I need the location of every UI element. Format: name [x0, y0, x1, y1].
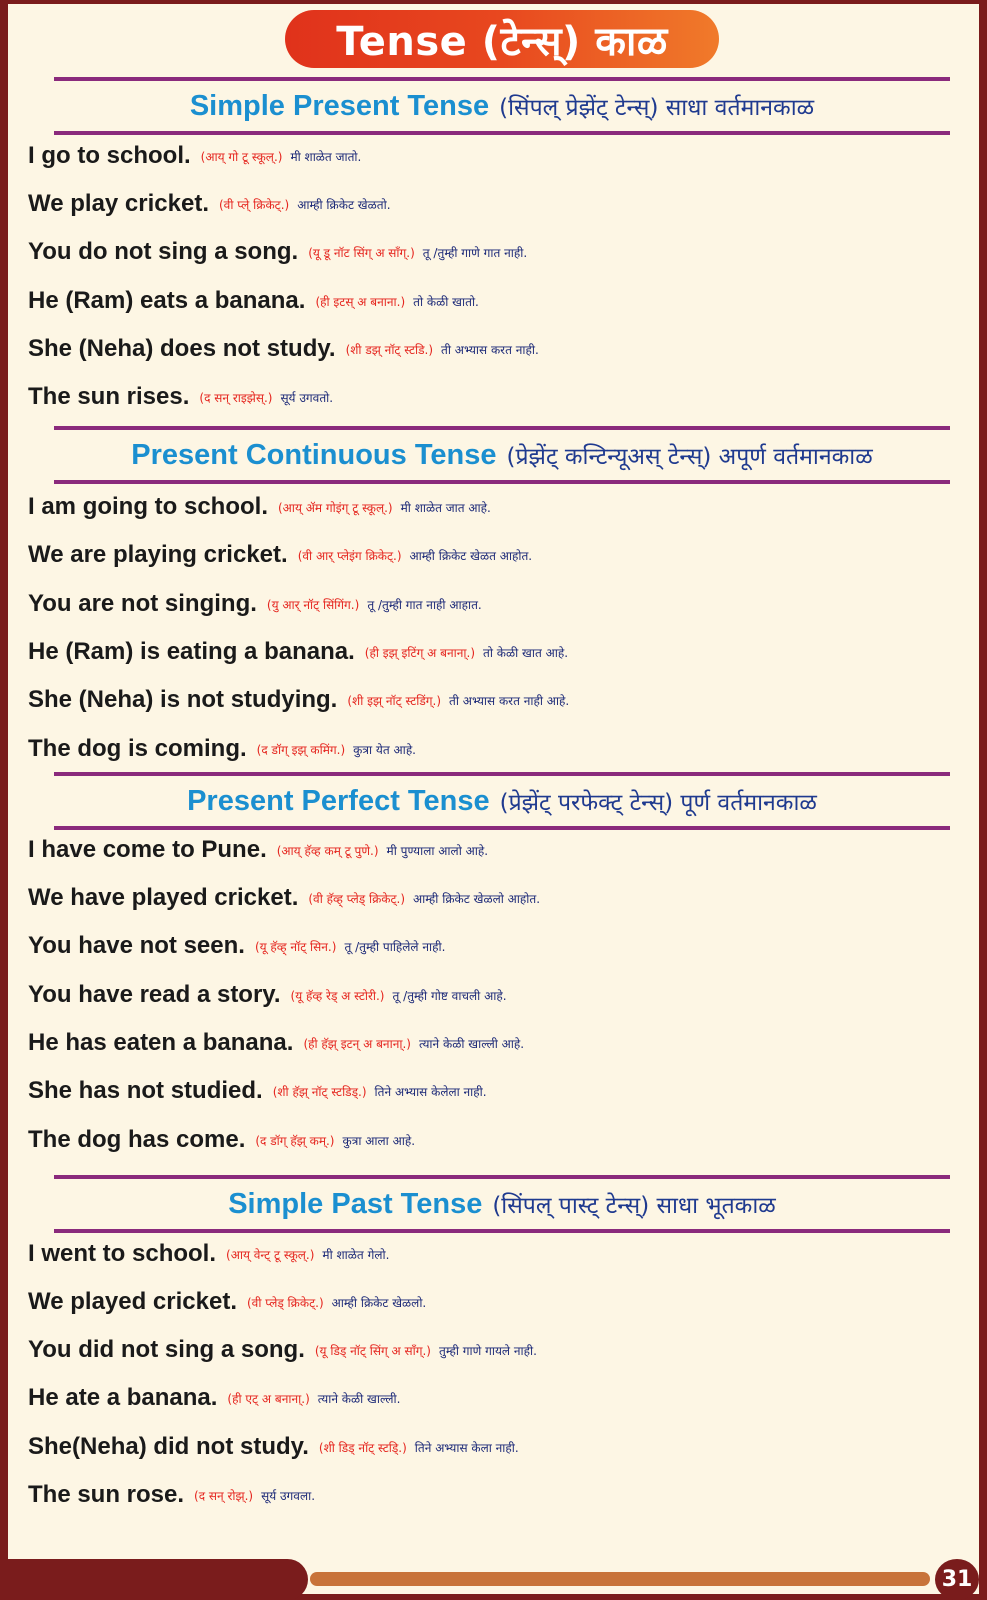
- english-sentence: We have played cricket.: [28, 884, 299, 911]
- marathi-translation: मी पुण्याला आलो आहे.: [386, 843, 489, 858]
- pronunciation: (द डॉग् इझ् कमिंग.): [256, 742, 346, 757]
- sentence-row: [28, 180, 987, 228]
- english-sentence: I am going to school.: [28, 493, 268, 520]
- section-heading-simple-present: [54, 77, 950, 135]
- marathi-translation: तिने अभ्यास केला नाही.: [414, 1440, 519, 1455]
- sentence-row: [28, 874, 987, 922]
- pronunciation: (ही इटस् अ बनाना.): [315, 294, 406, 309]
- pronunciation: (ही एट् अ बनाना्.): [227, 1391, 310, 1406]
- sentence-row: [28, 1326, 987, 1374]
- marathi-translation: सूर्य उगवतो.: [280, 390, 334, 405]
- pronunciation: (द सन् राइझेस्.): [199, 390, 273, 405]
- section-heading-en: Present Perfect Tense: [187, 784, 490, 817]
- sentence-row: [28, 373, 987, 421]
- english-sentence: I have come to Pune.: [28, 836, 267, 863]
- english-sentence: She (Neha) does not study.: [28, 335, 336, 362]
- marathi-translation: ती अभ्यास करत नाही.: [441, 342, 539, 357]
- pronunciation: (आय् ॲम गोइंग् टू स्कूल्.): [278, 500, 393, 515]
- pronunciation: (यू हॅव्ह् नॉट् सिन.): [254, 939, 337, 954]
- english-sentence: We play cricket.: [28, 190, 209, 217]
- english-sentence: He ate a banana.: [28, 1384, 218, 1411]
- sentence-row: [28, 1230, 987, 1278]
- marathi-translation: तू /तुम्ही गोष्ट वाचली आहे.: [392, 988, 507, 1003]
- section-heading-mr: (प्रेझेंट् कन्टिन्यूअस् टेन्स्) अपूर्ण वर्तमानकाळ: [506, 444, 873, 470]
- pronunciation: (वी प्लेड् क्रिकेट्.): [247, 1295, 324, 1310]
- sentence-row: [28, 228, 987, 276]
- sentence-row: [28, 531, 987, 579]
- pronunciation: (शी डिड् नॉट् स्टडि्.): [318, 1440, 407, 1455]
- english-sentence: I go to school.: [28, 142, 191, 169]
- sentence-row: [28, 628, 987, 676]
- english-sentence: You are not singing.: [28, 590, 257, 617]
- pronunciation: (ही इझ् इटिंग् अ बनाना्.): [364, 645, 476, 660]
- section-heading-en: Present Continuous Tense: [131, 438, 497, 471]
- pronunciation: (शी हॅझ् नॉट् स्टडिड्.): [272, 1084, 367, 1099]
- english-sentence: You do not sing a song.: [28, 238, 299, 265]
- marathi-translation: कुत्रा आला आहे.: [342, 1133, 416, 1148]
- sentence-row: [28, 325, 987, 373]
- marathi-translation: मी शाळेत गेलो.: [322, 1247, 390, 1262]
- pronunciation: (आय् वेन्ट् टू स्कूल्.): [226, 1247, 315, 1262]
- pronunciation: (द डॉग् हॅझ् कम्.): [255, 1133, 335, 1148]
- section-heading-en: Simple Present Tense: [189, 89, 490, 122]
- marathi-translation: कुत्रा येत आहे.: [353, 742, 416, 757]
- sentence-row: [28, 277, 987, 325]
- marathi-translation: मी शाळेत जात आहे.: [400, 500, 491, 515]
- page: [8, 4, 979, 1594]
- section-heading-present-continuous: [54, 426, 950, 484]
- english-sentence: I went to school.: [28, 1240, 217, 1267]
- marathi-translation: तो केळी खात आहे.: [483, 645, 569, 660]
- page-number: 31: [935, 1559, 979, 1600]
- sentence-row: [28, 1116, 987, 1164]
- page-title: Tense (टेन्स्) काळ: [285, 10, 719, 68]
- marathi-translation: तू /तुम्ही गात नाही आहात.: [367, 597, 482, 612]
- sentence-row: [28, 1374, 987, 1422]
- sentence-row: [28, 826, 987, 874]
- pronunciation: (वी आर् प्लेइंग क्रिकेट्.): [297, 548, 402, 563]
- section-heading-mr: (सिंपल् प्रेझेंट् टेन्स्) साधा वर्तमानकाळ: [499, 95, 815, 121]
- section-heading-mr: (सिंपल् पास्ट् टेन्स्) साधा भूतकाळ: [492, 1193, 776, 1219]
- english-sentence: You did not sing a song.: [28, 1336, 305, 1363]
- sentence-row: [28, 725, 987, 773]
- sentence-row: [28, 483, 987, 531]
- english-sentence: The sun rises.: [28, 383, 190, 410]
- footer-tab: [0, 1559, 308, 1600]
- marathi-translation: आम्ही क्रिकेट खेळतो.: [297, 197, 391, 212]
- english-sentence: She (Neha) is not studying.: [28, 686, 338, 713]
- pronunciation: (ही हॅझ् इटन् अ बनाना्.): [303, 1036, 411, 1051]
- sentence-row: [28, 1423, 987, 1471]
- marathi-translation: तुम्ही गाणे गायले नाही.: [438, 1343, 537, 1358]
- section-heading-simple-past: [54, 1175, 950, 1233]
- marathi-translation: आम्ही क्रिकेट खेळत आहोत.: [409, 548, 533, 563]
- pronunciation: (आय् हॅव्ह कम् टू पुणे.): [276, 843, 379, 858]
- section-heading-mr: (प्रेझेंट् परफेक्ट् टेन्स्) पूर्ण वर्तमानकाळ: [499, 790, 817, 816]
- sentence-row: [28, 132, 987, 180]
- pronunciation: (वी प्ले् क्रिकेट्.): [218, 197, 290, 212]
- english-sentence: She(Neha) did not study.: [28, 1433, 309, 1460]
- pronunciation: (यु आर् नॉट् सिंगिंग.): [266, 597, 360, 612]
- sentence-row: [28, 1278, 987, 1326]
- english-sentence: The dog is coming.: [28, 735, 247, 762]
- english-sentence: He has eaten a banana.: [28, 1029, 294, 1056]
- marathi-translation: ती अभ्यास करत नाही आहे.: [449, 693, 570, 708]
- pronunciation: (यू डू नॉट सिंग् अ साँग्.): [308, 245, 415, 260]
- sentence-row: [28, 971, 987, 1019]
- marathi-translation: आम्ही क्रिकेट खेळलो आहोत.: [413, 891, 541, 906]
- english-sentence: We are playing cricket.: [28, 541, 288, 568]
- pronunciation: (यू डिड् नॉट् सिंग् अ साँग्.): [314, 1343, 431, 1358]
- marathi-translation: तू /तुम्ही पाहिलेले नाही.: [344, 939, 446, 954]
- marathi-translation: त्याने केळी खाल्ली आहे.: [418, 1036, 525, 1051]
- pronunciation: (शी इझ् नॉट् स्टडिंग्.): [347, 693, 442, 708]
- sentence-row: [28, 1019, 987, 1067]
- marathi-translation: सूर्य उगवला.: [261, 1488, 316, 1503]
- english-sentence: He (Ram) eats a banana.: [28, 287, 306, 314]
- english-sentence: The dog has come.: [28, 1126, 246, 1153]
- sentence-row: [28, 1067, 987, 1115]
- english-sentence: She has not studied.: [28, 1077, 263, 1104]
- english-sentence: You have read a story.: [28, 981, 281, 1008]
- pronunciation: (वी हॅव्ह् प्लेड् क्रिकेट्.): [308, 891, 406, 906]
- english-sentence: He (Ram) is eating a banana.: [28, 638, 355, 665]
- sentence-row: [28, 1471, 987, 1519]
- footer-bar: [310, 1572, 930, 1586]
- marathi-translation: तो केळी खातो.: [413, 294, 479, 309]
- sentence-row: [28, 922, 987, 970]
- english-sentence: We played cricket.: [28, 1288, 237, 1315]
- marathi-translation: मी शाळेत जातो.: [290, 149, 362, 164]
- sentence-row: [28, 580, 987, 628]
- pronunciation: (द सन् रोझ्.): [194, 1488, 254, 1503]
- english-sentence: The sun rose.: [28, 1481, 185, 1508]
- pronunciation: (आय् गो टू स्कूल्.): [200, 149, 283, 164]
- pronunciation: (शी डझ् नॉट् स्टडि.): [345, 342, 434, 357]
- english-sentence: You have not seen.: [28, 932, 245, 959]
- pronunciation: (यू हॅव्ह रेड् अ स्टोरी.): [290, 988, 385, 1003]
- marathi-translation: त्याने केळी खाल्ली.: [317, 1391, 401, 1406]
- marathi-translation: तिने अभ्यास केलेला नाही.: [374, 1084, 487, 1099]
- sentence-row: [28, 676, 987, 724]
- marathi-translation: आम्ही क्रिकेट खेळलो.: [331, 1295, 427, 1310]
- section-heading-en: Simple Past Tense: [228, 1187, 483, 1220]
- section-heading-present-perfect: [54, 772, 950, 830]
- marathi-translation: तू /तुम्ही गाणे गात नाही.: [422, 245, 528, 260]
